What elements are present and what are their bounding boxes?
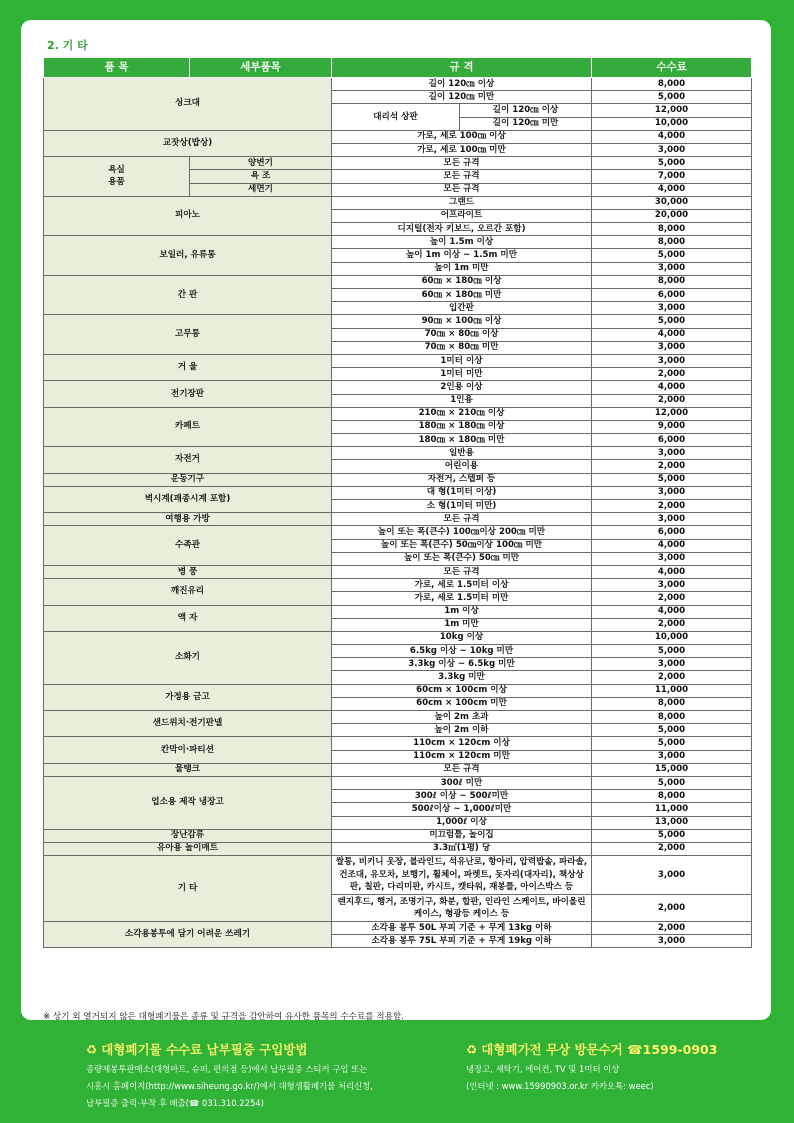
spec-cell: 2인용 이상: [332, 381, 592, 394]
table-row: [44, 565, 752, 578]
spec-cell: 60㎝ × 180㎝ 이상: [332, 275, 592, 288]
spec-cell: 높이 2m 초과: [332, 711, 592, 724]
item-cell: 전기장판: [44, 381, 332, 407]
spec-cell: 높이 또는 폭(큰수) 50㎝ 미만: [332, 552, 592, 565]
fee-cell: 2,000: [592, 592, 752, 605]
fee-cell: 5,000: [592, 249, 752, 262]
fee-cell: 6,000: [592, 289, 752, 302]
item-cell: 기 타: [44, 856, 332, 922]
spec-cell: 쌀통, 비키니 옷장, 블라인드, 석유난로, 항아리, 압력밥솥, 파라솔, 건조대, 유모차, 보행기, 휠체어, 파렛트, 돗자리(대자리), 책상상판, 칠판, 다리미판, 카시트, 캣타워, 재봉틀, 아이스박스 등: [332, 856, 592, 895]
spec-cell: 소 형(1미터 미만): [332, 500, 592, 513]
spec-cell: 1인용: [332, 394, 592, 407]
fee-cell: 2,000: [592, 368, 752, 381]
item-cell: 물탱크: [44, 763, 332, 776]
sub-spec-cell: 대리석 상판: [332, 104, 460, 130]
item-cell: 수족관: [44, 526, 332, 566]
document-sheet: [21, 20, 771, 1020]
spec-cell: 가로, 세로 100㎝ 미만: [332, 143, 592, 156]
fee-cell: 8,000: [592, 236, 752, 249]
table-row: [44, 579, 752, 592]
fee-cell: 6,000: [592, 526, 752, 539]
spec-cell: 90㎝ × 100㎝ 이상: [332, 315, 592, 328]
item-cell: 간 판: [44, 275, 332, 315]
spec-cell: 미끄럼틀, 놀이집: [332, 829, 592, 842]
item-cell: 장난감류: [44, 829, 332, 842]
fee-cell: 3,000: [592, 341, 752, 354]
fee-cell: 3,000: [592, 935, 752, 948]
spec-cell: 높이 1.5m 이상: [332, 236, 592, 249]
fee-cell: 2,000: [592, 394, 752, 407]
fee-cell: 3,000: [592, 143, 752, 156]
fee-cell: 3,000: [592, 447, 752, 460]
table-row: [44, 776, 752, 789]
table-row: [44, 922, 752, 935]
fee-cell: 3,000: [592, 486, 752, 499]
spec-cell: 60cm × 100cm 이상: [332, 684, 592, 697]
footer-left-title-text: 대형폐기물 수수료 납부필증 구입방법: [101, 1042, 308, 1057]
fee-cell: 8,000: [592, 697, 752, 710]
fee-cell: 4,000: [592, 381, 752, 394]
fee-cell: 10,000: [592, 631, 752, 644]
fee-cell: 20,000: [592, 209, 752, 222]
spec-cell: 소각용 봉투 75L 부피 기준 + 무게 19kg 이하: [332, 935, 592, 948]
fee-cell: 12,000: [592, 407, 752, 420]
table-row: [44, 407, 752, 420]
item-cell: 샌드위치·전기판넬: [44, 711, 332, 737]
spec-cell: 1미터 이상: [332, 354, 592, 367]
fee-cell: 8,000: [592, 790, 752, 803]
section-title: 2. 기 타: [47, 39, 88, 52]
table-row: [44, 526, 752, 539]
item-cell: 벽시계(괘종시계 포함): [44, 486, 332, 512]
spec-cell: 일반용: [332, 447, 592, 460]
footer-left-line: 시흥시 홈페이지(http://www.siheung.go.kr/)에서 대형생활폐기물 처리신청,: [86, 1081, 373, 1091]
footer-left-title: [86, 1041, 373, 1059]
fee-cell: 3,000: [592, 579, 752, 592]
table-row: [44, 711, 752, 724]
fee-cell: 5,000: [592, 737, 752, 750]
spec-cell: 렌지후드, 행거, 조명기구, 화분, 합판, 인라인 스케이트, 바이올린케이스, 형광등 케이스 등: [332, 895, 592, 922]
spec-cell: 180㎝ × 180㎝ 이상: [332, 420, 592, 433]
spec-cell: 300ℓ 미만: [332, 776, 592, 789]
recycle-icon: ♻: [466, 1042, 478, 1057]
footer-left-line: 종량제봉투판매소(대형마트, 슈퍼, 편의점 등)에서 납부필증 스티커 구입 또는: [86, 1064, 368, 1074]
footer-right-line: (인터넷 : www.15990903.or.kr 카카오톡: weec): [466, 1081, 654, 1091]
fee-cell: 5,000: [592, 91, 752, 104]
item-cell: 카페트: [44, 407, 332, 447]
spec-cell: 모든 규격: [332, 565, 592, 578]
fee-cell: 30,000: [592, 196, 752, 209]
recycle-icon: ♻: [86, 1042, 98, 1057]
fee-cell: 2,000: [592, 500, 752, 513]
item-cell: 교잣상(밥상): [44, 130, 332, 156]
fee-cell: 3,000: [592, 302, 752, 315]
item-label: 욕실 용품: [108, 164, 125, 188]
fee-cell: 3,000: [592, 513, 752, 526]
spec-cell: 1미터 미만: [332, 368, 592, 381]
item-cell: 칸막이·파티션: [44, 737, 332, 763]
fee-cell: 5,000: [592, 724, 752, 737]
fee-cell: 3,000: [592, 262, 752, 275]
table-row: [44, 78, 752, 91]
fee-cell: 4,000: [592, 605, 752, 618]
fee-cell: 8,000: [592, 223, 752, 236]
fee-cell: 3,000: [592, 552, 752, 565]
spec-cell: 길이 120㎝ 미만: [460, 117, 592, 130]
spec-cell: 길이 120㎝ 이상: [460, 104, 592, 117]
table-row: [44, 236, 752, 249]
spec-cell: 대 형(1미터 이상): [332, 486, 592, 499]
table-row: [44, 631, 752, 644]
spec-cell: 110cm × 120cm 이상: [332, 737, 592, 750]
spec-cell: 높이 또는 폭(큰수) 100㎝이상 200㎝ 미만: [332, 526, 592, 539]
footer-right: [466, 1041, 717, 1095]
header-detail: 세부품목: [190, 58, 332, 78]
fee-cell: 13,000: [592, 816, 752, 829]
fee-cell: 2,000: [592, 922, 752, 935]
spec-cell: 가로, 세로 1.5미터 미만: [332, 592, 592, 605]
footnote: ※ 상기 외 열거되지 않은 대형폐기물은 종류 및 규격을 감안하여 유사한 품목의 수수료를 적용함.: [43, 1012, 404, 1022]
spec-cell: 길이 120㎝ 이상: [332, 78, 592, 91]
fee-cell: 5,000: [592, 157, 752, 170]
fee-cell: 4,000: [592, 539, 752, 552]
spec-cell: 높이 1m 이상 ~ 1.5m 미만: [332, 249, 592, 262]
item-cell: 보일러, 유류통: [44, 236, 332, 276]
fee-cell: 4,000: [592, 328, 752, 341]
spec-cell: 110cm × 120cm 미만: [332, 750, 592, 763]
fee-cell: 5,000: [592, 645, 752, 658]
fee-cell: 9,000: [592, 420, 752, 433]
fee-cell: 2,000: [592, 842, 752, 855]
table-row: [44, 354, 752, 367]
table-row: [44, 315, 752, 328]
item-cell: 운동기구: [44, 473, 332, 486]
fee-cell: 7,000: [592, 170, 752, 183]
spec-cell: 높이 1m 미만: [332, 262, 592, 275]
spec-cell: 210㎝ × 210㎝ 이상: [332, 407, 592, 420]
footer-left-line: 납부필증 출력·부착 후 배출(☎ 031.310.2254): [86, 1098, 264, 1108]
table-row: [44, 513, 752, 526]
table-row: [44, 130, 752, 143]
fee-cell: 2,000: [592, 618, 752, 631]
spec-cell: 3.3㎡(1평) 당: [332, 842, 592, 855]
spec-cell: 3.3kg 미만: [332, 671, 592, 684]
table-row: [44, 196, 752, 209]
fee-cell: 11,000: [592, 684, 752, 697]
spec-cell: 소각용 봉투 50L 부피 기준 + 무게 13kg 이하: [332, 922, 592, 935]
spec-cell: 어린이용: [332, 460, 592, 473]
item-cell: 업소용 제작 냉장고: [44, 776, 332, 829]
item-cell: 자전거: [44, 447, 332, 473]
header-fee: 수수료: [592, 58, 752, 78]
footer-right-title: [466, 1041, 717, 1059]
table-row: [44, 856, 752, 895]
header-item: 품 목: [44, 58, 190, 78]
table-row: [44, 381, 752, 394]
table-row: [44, 275, 752, 288]
footer-left: [86, 1041, 373, 1112]
spec-cell: 10kg 이상: [332, 631, 592, 644]
table-row: [44, 605, 752, 618]
item-cell: 고무통: [44, 315, 332, 355]
footer-right-line: 냉장고, 세탁기, 에어컨, TV 및 1미터 이상: [466, 1064, 620, 1074]
spec-cell: 어프라이트: [332, 209, 592, 222]
spec-cell: 가로, 세로 100㎝ 이상: [332, 130, 592, 143]
fee-cell: 3,000: [592, 750, 752, 763]
fee-cell: 2,000: [592, 895, 752, 922]
spec-cell: 1m 이상: [332, 605, 592, 618]
spec-cell: 60cm × 100cm 미만: [332, 697, 592, 710]
table-row: [44, 684, 752, 697]
item-cell: 병 풍: [44, 565, 332, 578]
spec-cell: 모든 규격: [332, 157, 592, 170]
spec-cell: 모든 규격: [332, 513, 592, 526]
header-spec: 규 격: [332, 58, 592, 78]
spec-cell: 1,000ℓ 이상: [332, 816, 592, 829]
item-cell: 싱크대: [44, 78, 332, 131]
spec-cell: 60㎝ × 180㎝ 미만: [332, 289, 592, 302]
spec-cell: 그랜드: [332, 196, 592, 209]
spec-cell: 디지털(전자 키보드, 오르간 포함): [332, 223, 592, 236]
fee-cell: 5,000: [592, 473, 752, 486]
spec-cell: 70㎝ × 80㎝ 이상: [332, 328, 592, 341]
item-cell: 소화기: [44, 631, 332, 684]
spec-cell: 입간판: [332, 302, 592, 315]
fee-table: [43, 57, 752, 948]
table-header-row: [44, 58, 752, 78]
spec-cell: 높이 또는 폭(큰수) 50㎝이상 100㎝ 미만: [332, 539, 592, 552]
table-row: [44, 157, 752, 170]
fee-cell: 8,000: [592, 78, 752, 91]
fee-cell: 3,000: [592, 658, 752, 671]
detail-cell: 세면기: [190, 183, 332, 196]
table-row: [44, 473, 752, 486]
item-cell: 깨진유리: [44, 579, 332, 605]
fee-cell: 15,000: [592, 763, 752, 776]
spec-cell: 모든 규격: [332, 183, 592, 196]
item-cell: 액 자: [44, 605, 332, 631]
fee-cell: 12,000: [592, 104, 752, 117]
item-cell: 거 울: [44, 354, 332, 380]
detail-cell: 욕 조: [190, 170, 332, 183]
table-row: [44, 763, 752, 776]
item-cell: 가정용 금고: [44, 684, 332, 710]
item-cell: 여행용 가방: [44, 513, 332, 526]
fee-cell: 4,000: [592, 183, 752, 196]
fee-cell: 2,000: [592, 671, 752, 684]
fee-cell: 8,000: [592, 711, 752, 724]
fee-cell: 3,000: [592, 856, 752, 895]
table-row: [44, 829, 752, 842]
spec-cell: 180㎝ × 180㎝ 미만: [332, 434, 592, 447]
fee-cell: 4,000: [592, 565, 752, 578]
spec-cell: 모든 규격: [332, 763, 592, 776]
spec-cell: 길이 120㎝ 미만: [332, 91, 592, 104]
spec-cell: 3.3kg 이상 ~ 6.5kg 미만: [332, 658, 592, 671]
spec-cell: 가로, 세로 1.5미터 이상: [332, 579, 592, 592]
fee-cell: 5,000: [592, 315, 752, 328]
table-row: [44, 486, 752, 499]
item-cell: [44, 157, 190, 197]
spec-cell: 6.5kg 이상 ~ 10kg 미만: [332, 645, 592, 658]
spec-cell: 높이 2m 이하: [332, 724, 592, 737]
spec-cell: 500ℓ이상 ~ 1,000ℓ미만: [332, 803, 592, 816]
fee-cell: 8,000: [592, 275, 752, 288]
fee-cell: 3,000: [592, 354, 752, 367]
fee-cell: 5,000: [592, 776, 752, 789]
table-row: [44, 737, 752, 750]
fee-cell: 6,000: [592, 434, 752, 447]
fee-cell: 4,000: [592, 130, 752, 143]
spec-cell: 모든 규격: [332, 170, 592, 183]
fee-cell: 10,000: [592, 117, 752, 130]
spec-cell: 300ℓ 이상 ~ 500ℓ미만: [332, 790, 592, 803]
detail-cell: 양변기: [190, 157, 332, 170]
fee-cell: 2,000: [592, 460, 752, 473]
spec-cell: 1m 미만: [332, 618, 592, 631]
item-cell: 유아용 놀이매트: [44, 842, 332, 855]
table-row: [44, 842, 752, 855]
item-cell: 소각용봉투에 담기 어려운 쓰레기: [44, 922, 332, 948]
spec-cell: 자전거, 스텝퍼 등: [332, 473, 592, 486]
item-cell: 피아노: [44, 196, 332, 236]
table-row: [44, 447, 752, 460]
fee-cell: 5,000: [592, 829, 752, 842]
fee-cell: 11,000: [592, 803, 752, 816]
spec-cell: 70㎝ × 80㎝ 미만: [332, 341, 592, 354]
footer-right-title-text: 대형폐가전 무상 방문수거 ☎1599-0903: [481, 1042, 718, 1057]
